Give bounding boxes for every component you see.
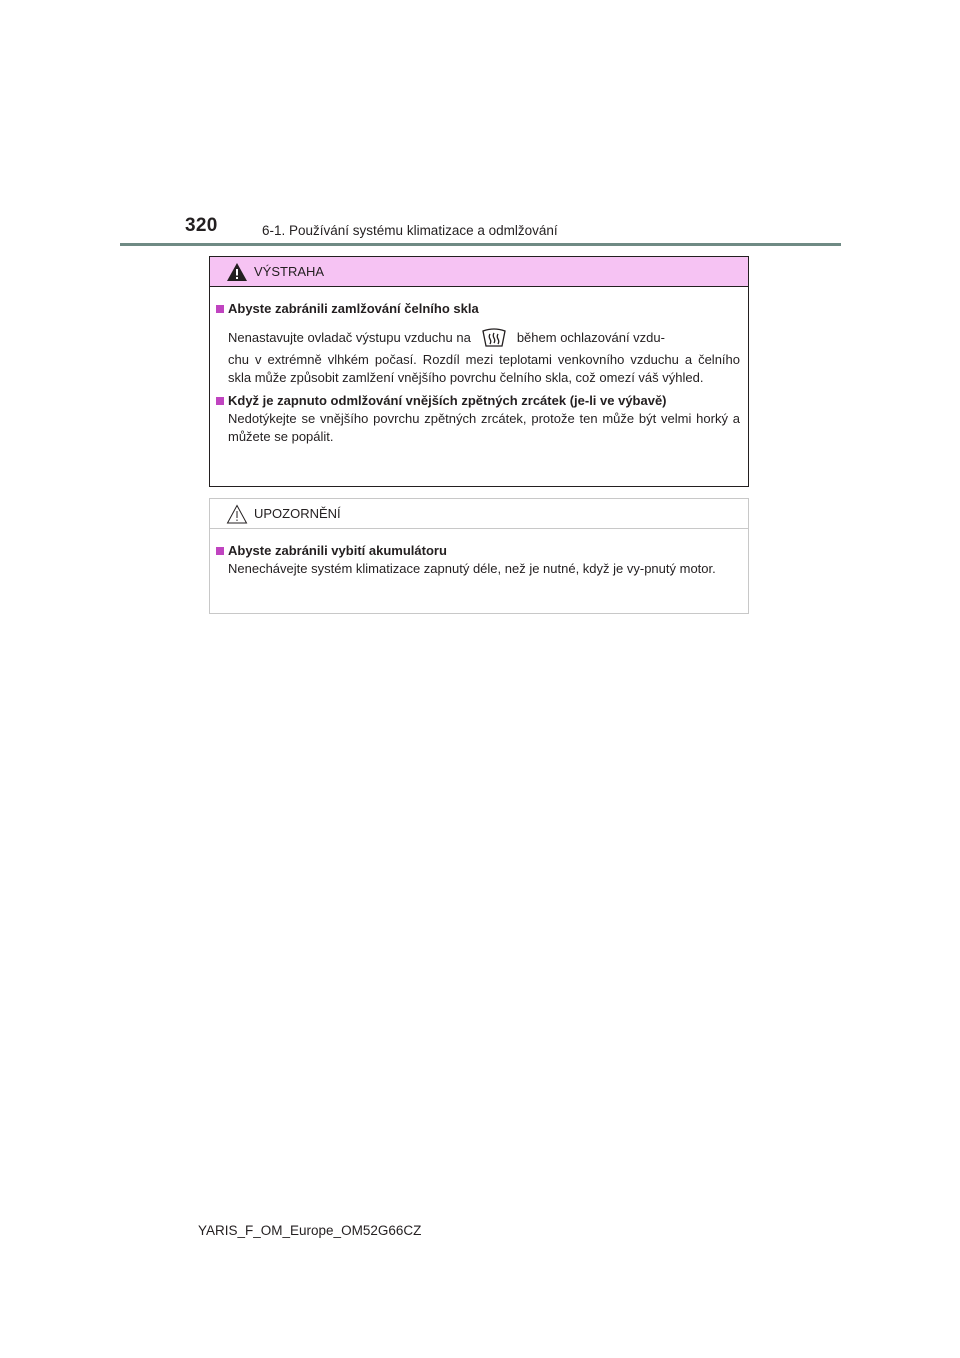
caution-header <box>210 499 748 529</box>
warning-item-heading: Když je zapnuto odmlžování vnějších zpětných zrcátek (je-li ve výbavě) <box>216 393 740 408</box>
warning-box <box>209 256 749 487</box>
document-code: YARIS_F_OM_Europe_OM52G66CZ <box>198 1223 422 1238</box>
windshield-defroster-icon <box>481 326 507 348</box>
caution-item-text: Nenechávejte systém klimatizace zapnutý déle, než je nutné, když je vy-pnutý motor. <box>228 561 716 576</box>
header-rule <box>120 243 841 246</box>
warning-item-text-rest: chu v extrémně vlhkém počasí. Rozdíl mezi teplotami venkovního vzduchu a čelního skla může způsobit zamlžení vnějšího povrchu čelního skla, což omezí váš výhled. <box>228 352 740 385</box>
warning-title: VÝSTRAHA <box>254 264 325 279</box>
bullet-square-icon <box>216 397 224 405</box>
caution-title: UPOZORNĚNÍ <box>254 506 341 521</box>
caution-box <box>209 498 749 614</box>
caution-item-heading: Abyste zabránili vybití akumulátoru <box>216 543 740 558</box>
caution-body <box>210 529 748 578</box>
section-title: 6-1. Používání systému klimatizace a odmlžování <box>262 223 558 238</box>
warning-triangle-icon <box>226 262 248 282</box>
warning-item-text: Nedotýkejte se vnějšího povrchu zpětných zrcátek, protože ten může být velmi horký a můžete se popálit. <box>228 411 740 444</box>
bullet-square-icon <box>216 305 224 313</box>
bullet-square-icon <box>216 547 224 555</box>
page-number: 320 <box>185 215 218 236</box>
warning-body <box>210 287 748 446</box>
warning-item-heading: Abyste zabránili zamlžování čelního skla <box>216 301 740 316</box>
warning-item-text: Nenastavujte ovladač výstupu vzduchu na během ochlazování vzdu- <box>216 326 740 349</box>
caution-triangle-icon <box>226 504 248 524</box>
warning-header <box>210 257 748 287</box>
